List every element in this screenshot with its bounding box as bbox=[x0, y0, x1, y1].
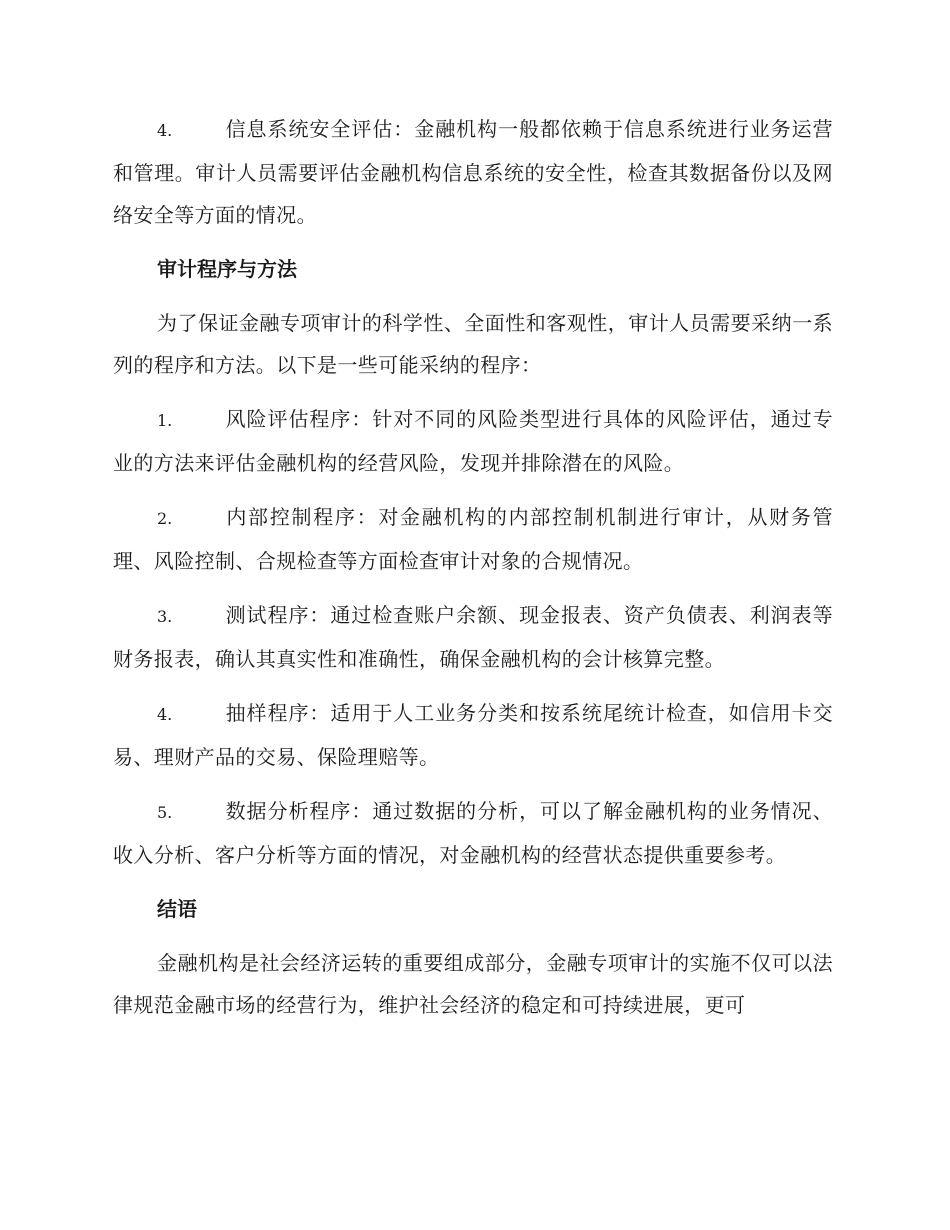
list-item-risk-assessment bbox=[113, 398, 833, 484]
list-number: 4. bbox=[157, 705, 173, 724]
list-number: 3. bbox=[157, 607, 173, 626]
section-heading-procedures: 审计程序与方法 bbox=[157, 257, 297, 281]
list-text: 风险评估程序：针对不同的风险类型进行具体的风险评估，通过专业的方法来评估金融机构的经营风险，发现并排除潜在的风险。 bbox=[113, 407, 833, 475]
list-number: 4. bbox=[157, 121, 173, 140]
list-text: 测试程序：通过检查账户余额、现金报表、资产负债表、利润表等财务报表，确认其真实性和准确性，确保金融机构的会计核算完整。 bbox=[113, 603, 833, 671]
document-content bbox=[113, 108, 833, 1038]
list-text: 抽样程序：适用于人工业务分类和按系统尾统计检查，如信用卡交易、理财产品的交易、保险理赔等。 bbox=[113, 701, 833, 769]
list-item-data-analysis bbox=[113, 790, 833, 876]
list-number: 2. bbox=[157, 509, 173, 528]
conclusion-paragraph: 金融机构是社会经济运转的重要组成部分，金融专项审计的实施不仅可以法律规范金融市场的经营行为，维护社会经济的稳定和可持续进展，更可 bbox=[113, 951, 833, 1017]
list-number: 1. bbox=[157, 411, 173, 430]
section-heading-conclusion: 结语 bbox=[157, 897, 197, 921]
list-text: 内部控制程序：对金融机构的内部控制机制进行审计，从财务管理、风险控制、合规检查等方面检查审计对象的合规情况。 bbox=[113, 505, 833, 573]
list-item-testing bbox=[113, 594, 833, 680]
list-text: 数据分析程序：通过数据的分析，可以了解金融机构的业务情况、收入分析、客户分析等方面的情况，对金融机构的经营状态提供重要参考。 bbox=[113, 799, 833, 867]
list-item-sampling bbox=[113, 692, 833, 778]
list-item-internal-control bbox=[113, 496, 833, 582]
procedures-intro-paragraph: 为了保证金融专项审计的科学性、全面性和客观性，审计人员需要采纳一系列的程序和方法。以下是一些可能采纳的程序： bbox=[113, 311, 833, 377]
list-number: 5. bbox=[157, 803, 173, 822]
list-item-info-security bbox=[113, 108, 833, 236]
list-text: 信息系统安全评估：金融机构一般都依赖于信息系统进行业务运营和管理。审计人员需要评估金融机构信息系统的安全性，检查其数据备份以及网络安全等方面的情况。 bbox=[113, 117, 833, 227]
